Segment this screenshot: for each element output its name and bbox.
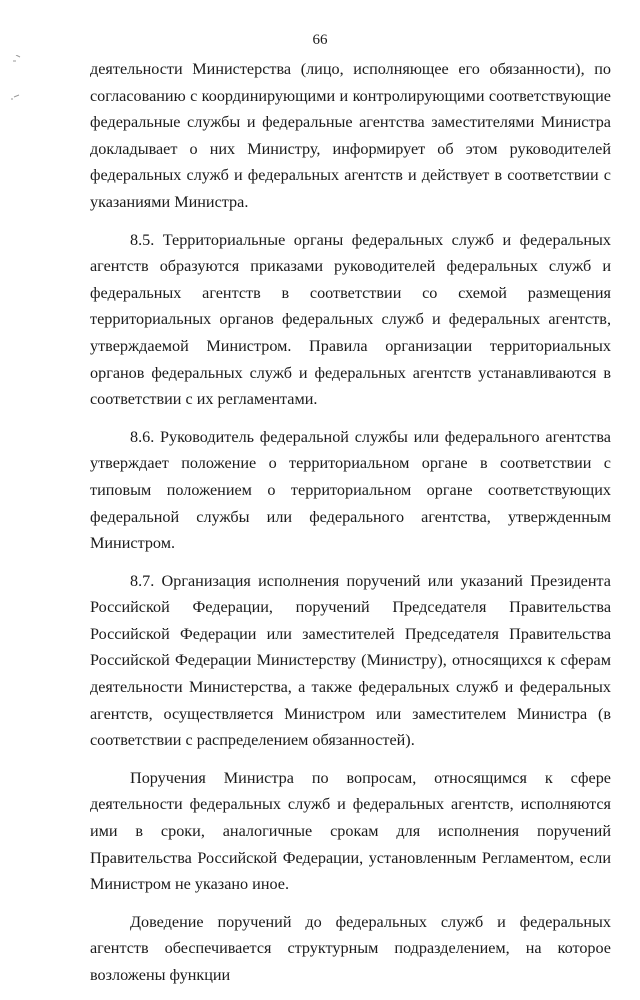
document-body <box>90 56 611 1000</box>
paragraph-8-5: 8.5. Территориальные органы федеральных служб и федеральных агентств образуются приказами руководителей федеральных служб и федеральных агентств в соответствии со схемой размещения территориальных органов федеральных служб и федеральных агентств, утверждаемой Министром. Правила организации территориальных органов федеральных служб и федеральных агентств устанавливаются в соответствии с их регламентами. <box>90 230 611 409</box>
paragraph-8-7: 8.7. Организация исполнения поручений или указаний Президента Российской Федерации, поручений Председателя Правительства Российской Федерации или заместителей Председателя Правительства Российской Федерации Министерству (Министру), относящихся к сферам деятельности Министерства, а также федеральных служб и федеральных агентств, осуществляется Министром или заместителем Министра (в соответствии с распределением обязанностей). <box>90 571 611 750</box>
paragraph-minister-orders: Поручения Министра по вопросам, относящимся к сфере деятельности федеральных служб и федеральных агентств, исполняются ими в сроки, аналогичные срокам для исполнения поручений Правительства Российской Федерации, установленным Регламентом, если Министром не указано иное. <box>90 768 611 894</box>
paragraph-continuation: деятельности Министерства (лицо, исполняющее его обязанности), по согласованию с координирующими и контролирующими соответствующие федеральные службы и федеральные агентства заместителями Министра докладывает о них Министру, информирует об этом руководителей федеральных служб и федеральных агентств и действует в соответствии с указаниями Министра. <box>90 60 611 211</box>
paragraph-8-6: 8.6. Руководитель федеральной службы или федерального агентства утверждает положение о территориальном органе в соответствии с типовым положением о территориальном органе соответствующих федеральной службы или федерального агентства, утвержденным Министром. <box>90 427 611 553</box>
scan-artifact-marks <box>10 55 30 115</box>
paragraph-orders-delivery: Доведение поручений до федеральных служб и федеральных агентств обеспечивается структурным подразделением, на которое возложены функции <box>90 912 611 984</box>
page-number: 66 <box>312 32 328 48</box>
